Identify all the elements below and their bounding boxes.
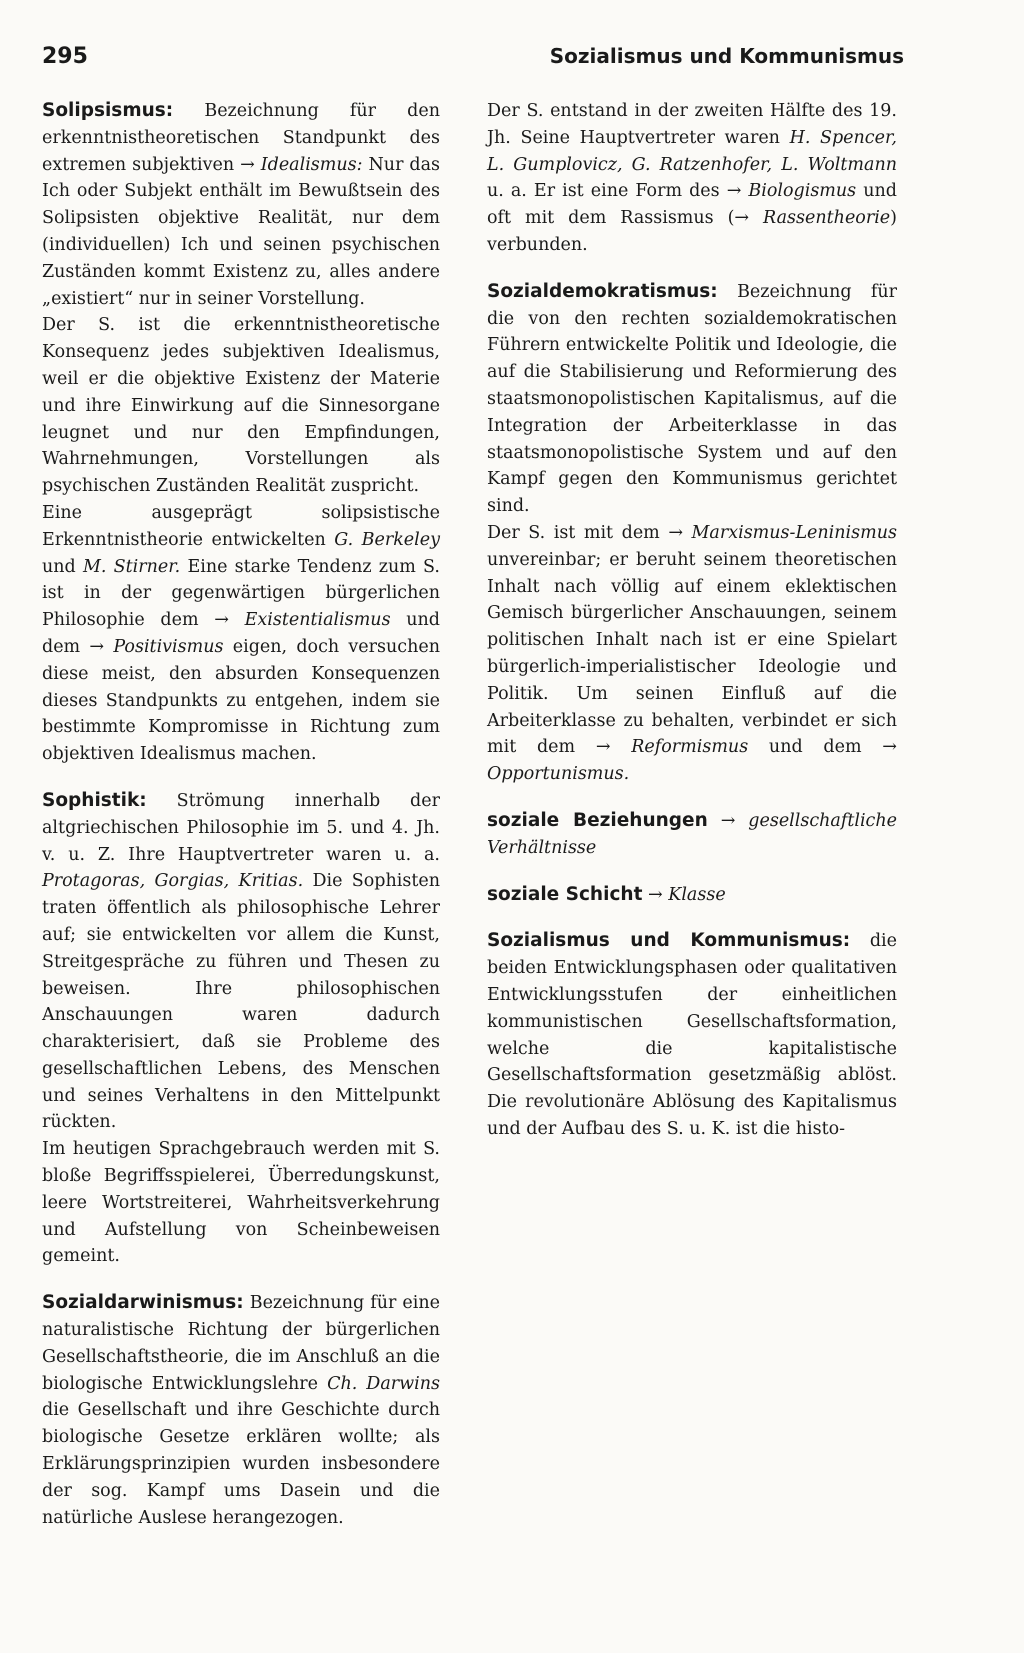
left-column — [42, 98, 440, 1531]
entry-paragraph — [487, 928, 897, 1142]
cross-reference[interactable]: Klasse — [668, 884, 726, 905]
entry-text: Die Sophisten traten öffentlich als philosophische Lehrer auf; sie entwickelten vor allem die Kunst, Streitgespräche zu führen und Thesen zu beweisen. Ihre philosophischen Anschauungen waren dadurch charakterisiert, daß sie Probleme des gesellschaftlichen Lebens, des Menschen und seines Verhaltens in den Mittelpunkt rückten. — [42, 871, 440, 1133]
page-header — [42, 44, 904, 78]
entry-sozialismus-und-kommunismus — [487, 928, 897, 1142]
entry-text: Bezeichnung für eine naturalistische Richtung der bürgerlichen Gesellschaftstheorie, die im Anschluß an die biologische Entwicklungslehre — [42, 1293, 440, 1394]
entry-text: Bezeichnung für die von den rechten sozialdemokratischen Führern entwickelte Politik und Ideologie, die auf die Stabilisierung und Reformierung des staatsmonopolistischen Kapitalismus, auf die Integration der Arbeiterklasse in das staatsmonopolistische System und auf den Kampf gegen den Kommunismus gerichtet sind. — [487, 281, 897, 517]
entry-text: und oft mit dem Rassismus ( — [487, 181, 897, 229]
entry-text: Eine starke Tendenz zum S. ist in der gegenwärtigen bürgerlichen Philosophie dem — [42, 556, 440, 631]
cross-reference[interactable]: Rassentheorie — [763, 208, 891, 229]
arrow-icon: → — [89, 636, 105, 657]
entry-keyword: Sophistik: — [42, 789, 147, 811]
entry-soziale-beziehungen — [487, 808, 897, 862]
entry-paragraph — [487, 520, 897, 788]
entry-keyword: soziale Beziehungen — [487, 809, 708, 831]
entry-text: die Gesellschaft und ihre Geschichte durch biologische Gesetze erklären wollte; als Erklärungsprinzipien wurden insbesondere der sog. Kampf ums Dasein und die natürliche Auslese herangezogen. — [42, 1400, 440, 1528]
entry-text: und — [42, 556, 76, 577]
arrow-icon: → — [214, 610, 229, 631]
entry-solipsismus — [42, 98, 440, 768]
person-name: Protagoras, Gorgias, Kritias. — [42, 871, 304, 892]
entry-text: Der S. ist mit dem — [487, 522, 660, 543]
cross-reference[interactable]: Positivismus — [113, 636, 224, 657]
entry-text: u. a. Er ist eine Form des — [487, 181, 720, 202]
cross-reference[interactable]: Opportunismus. — [487, 764, 630, 785]
arrow-icon: → — [720, 810, 736, 831]
running-head: Sozialismus und Kommunismus — [549, 44, 904, 68]
entry-paragraph — [42, 788, 440, 1136]
arrow-icon: → — [668, 522, 683, 543]
person-name: M. Stirner. — [82, 556, 181, 577]
right-column — [487, 98, 897, 1143]
cross-reference[interactable]: Reformismus — [631, 737, 749, 758]
cross-reference[interactable]: Idealismus: — [260, 154, 363, 175]
arrow-icon: → — [648, 884, 663, 905]
entry-keyword: soziale Schicht — [487, 883, 643, 905]
entry-paragraph: Der S. ist die erkenntnistheoretische Konsequenz jedes subjektiven Idealismus, weil er die objektive Existenz der Materie und ihre Einwirkung auf die Sinnesorgane leugnet und nur den Empfindungen, Wahrnehmungen, Vorstellungen als psychischen Zuständen Realität zuspricht. — [42, 315, 440, 497]
person-name: H. Spencer, L. Gumplovicz, G. Ratzenhofer, L. Woltmann — [487, 127, 897, 175]
cross-reference[interactable]: Existentialismus — [244, 610, 391, 631]
entry-sozialdemokratismus — [487, 279, 897, 788]
arrow-icon: → — [595, 737, 611, 758]
entry-text: unvereinbar; er beruht seinem theoretischen Inhalt nach völlig auf einem eklektischen Gemisch bürgerlicher Anschauungen, seinem politischen Inhalt nach ist er eine Spielart bürgerlich-imperialistischer Ideologie und Politik. Um seinen Einfluß auf die Arbeiterklasse zu behalten, verbindet er sich mit dem — [487, 549, 897, 758]
arrow-icon: → — [726, 181, 742, 202]
entry-paragraph — [487, 279, 897, 520]
entry-keyword: Sozialdarwinismus: — [42, 1292, 244, 1314]
entry-text: eigen, doch versuchen diese meist, den absurden Konsequenzen dieses Standpunkts zu entgehen, indem sie bestimmte Kompromisse in Richtung zum objektiven Idealismus machen. — [42, 636, 440, 765]
entry-paragraph — [42, 1290, 440, 1531]
entry-text: Strömung innerhalb der altgriechischen Philosophie im 5. und 4. Jh. v. u. Z. Ihre Hauptvertreter waren u. a. — [42, 790, 440, 865]
entry-text: Eine ausgeprägt solipsistische Erkenntnistheorie entwickelten — [42, 502, 440, 550]
cross-reference[interactable]: Marxismus-Leninismus — [691, 522, 897, 543]
entry-sozialdarwinismus — [42, 1290, 440, 1531]
entry-text: die beiden Entwicklungsphasen oder qualitativen Entwicklungsstufen der einheitlichen kommunistischen Gesellschaftsformation, welche die kapitalistische Gesellschaftsformation gesetzmäßig ablöst. Die revolutionäre Ablösung des Kapitalismus und der Aufbau des S. u. K. ist die histo- — [487, 931, 897, 1139]
entry-text: Der S. entstand in der zweiten Hälfte des 19. Jh. Seine Hauptvertreter waren — [487, 101, 897, 148]
entry-paragraph — [487, 808, 897, 862]
arrow-icon: → — [882, 737, 897, 758]
person-name: Ch. Darwins — [327, 1373, 440, 1394]
entry-text: Bezeichnung für den erkenntnistheoretischen Standpunkt des extremen subjektiven — [42, 101, 440, 175]
arrow-icon: → — [734, 208, 750, 229]
entry-paragraph — [42, 98, 440, 312]
entry-keyword: Sozialdemokratismus: — [487, 280, 718, 302]
entry-soziale-schicht — [487, 882, 897, 909]
cross-reference[interactable]: Biologismus — [748, 181, 857, 202]
entry-sozialdarwinismus-cont — [487, 98, 897, 259]
entry-text: Nur das Ich oder Subjekt enthält im Bewußtsein des Solipsisten objektive Realität, nur dem (individuellen) Ich und seinen psychischen Zuständen kommt Existenz zu, alles andere „existiert“ nur in seiner Vorstellung. — [42, 154, 440, 309]
arrow-icon: → — [240, 154, 255, 175]
cross-reference[interactable]: gesellschaftliche Verhältnisse — [487, 810, 897, 858]
entry-paragraph: Im heutigen Sprachgebrauch werden mit S. bloße Begriffsspielerei, Überredungskunst, leere Wortstreiterei, Wahrheitsverkehrung und Aufstellung von Scheinbeweisen gemeint. — [42, 1139, 440, 1267]
entry-paragraph — [42, 500, 440, 768]
person-name: G. Berkeley — [334, 529, 440, 550]
entry-keyword: Sozialismus und Kommunismus: — [487, 930, 851, 952]
entry-paragraph — [487, 98, 897, 259]
entry-text: ) verbunden. — [487, 208, 897, 255]
entry-sophistik — [42, 788, 440, 1270]
entry-text: und dem — [768, 737, 862, 758]
entry-keyword: Solipsismus: — [42, 100, 174, 121]
entry-text: und dem — [42, 610, 440, 657]
page-number: 295 — [42, 44, 88, 69]
entry-paragraph — [487, 882, 897, 909]
